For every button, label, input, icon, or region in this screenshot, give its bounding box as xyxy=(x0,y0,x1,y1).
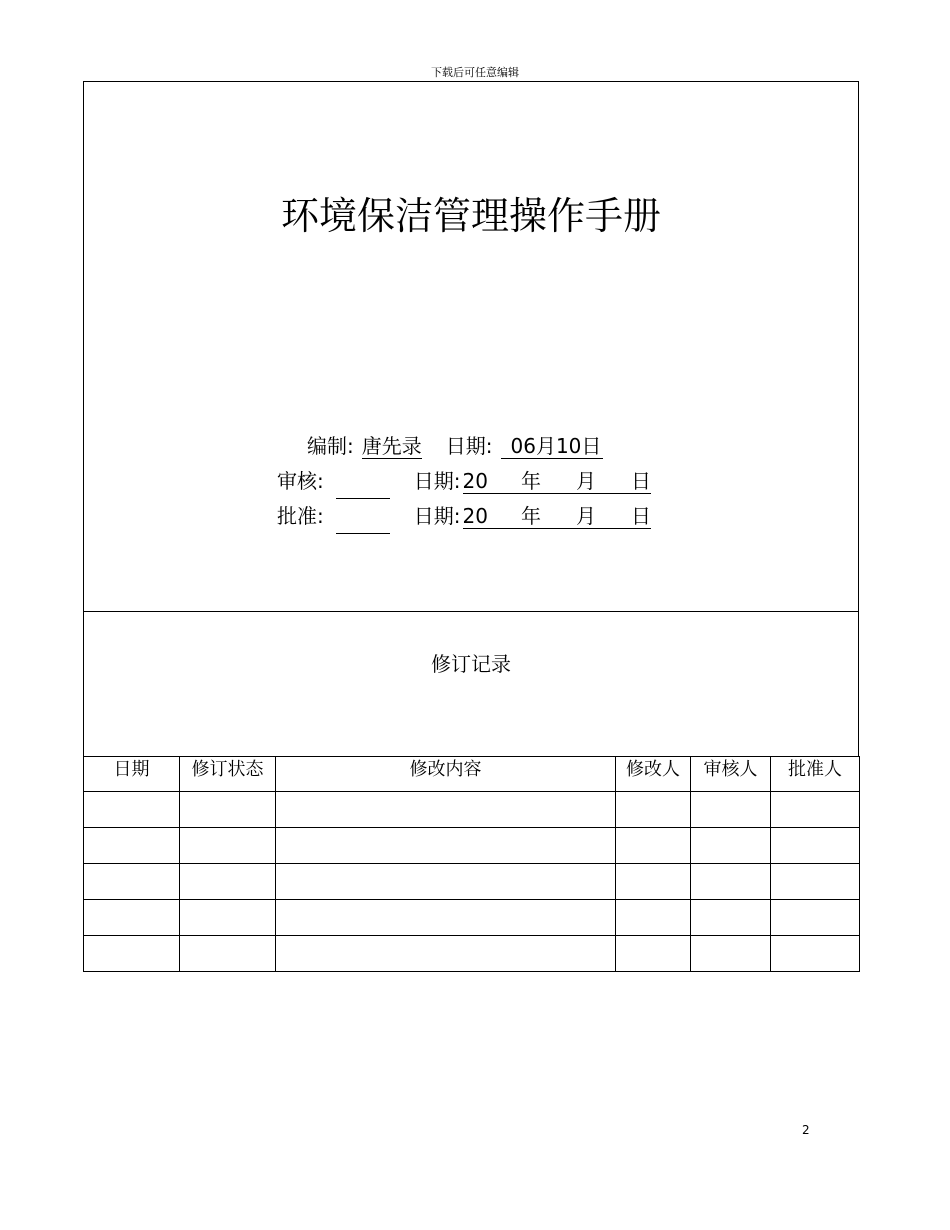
col-header-content: 修改内容 xyxy=(276,757,616,792)
col-header-modifier: 修改人 xyxy=(616,757,691,792)
table-cell xyxy=(180,792,276,828)
table-cell xyxy=(616,936,691,972)
review-signature-blank xyxy=(336,474,390,499)
table-cell xyxy=(616,864,691,900)
approve-date-blank: 20 年 月 日 xyxy=(462,504,651,528)
table-cell xyxy=(276,828,616,864)
table-cell xyxy=(691,864,771,900)
table-cell xyxy=(276,936,616,972)
table-cell xyxy=(84,864,180,900)
col-header-status: 修订状态 xyxy=(180,757,276,792)
table-cell xyxy=(691,900,771,936)
col-header-date: 日期 xyxy=(84,757,180,792)
cover-section xyxy=(83,81,859,612)
approve-row xyxy=(84,499,858,534)
header-note: 下载后可任意编辑 xyxy=(431,66,519,79)
table-cell xyxy=(180,900,276,936)
table-cell xyxy=(771,936,860,972)
compiled-row xyxy=(84,429,858,464)
table-cell xyxy=(771,864,860,900)
col-header-reviewer: 审核人 xyxy=(691,757,771,792)
table-cell xyxy=(771,828,860,864)
compiled-date: 06月10日 xyxy=(501,434,604,459)
compiled-label: 编制: xyxy=(307,434,354,458)
table-cell xyxy=(84,828,180,864)
compiled-name: 唐先录 xyxy=(361,434,422,458)
table-cell xyxy=(180,828,276,864)
review-date-blank: 20 年 月 日 xyxy=(462,469,651,493)
table-cell xyxy=(616,828,691,864)
review-label: 审核: xyxy=(277,469,324,493)
table-row xyxy=(84,864,860,900)
table-cell xyxy=(691,792,771,828)
table-row xyxy=(84,792,860,828)
document-title: 环境保洁管理操作手册 xyxy=(280,194,661,238)
table-cell xyxy=(180,864,276,900)
table-cell xyxy=(616,792,691,828)
page-number: 2 xyxy=(802,1123,810,1137)
col-header-approver: 批准人 xyxy=(771,757,860,792)
table-row xyxy=(84,936,860,972)
review-date-label: 日期: xyxy=(413,469,461,493)
table-cell xyxy=(84,900,180,936)
table-cell xyxy=(276,792,616,828)
review-row xyxy=(84,464,858,499)
revision-table xyxy=(83,756,860,972)
table-cell xyxy=(276,864,616,900)
compiled-date-label: 日期: xyxy=(445,434,493,458)
table-cell xyxy=(616,900,691,936)
table-cell xyxy=(180,936,276,972)
revision-header-row xyxy=(84,757,860,792)
approve-label: 批准: xyxy=(277,504,324,528)
revision-section xyxy=(83,610,859,756)
table-cell xyxy=(84,936,180,972)
table-cell xyxy=(691,828,771,864)
table-cell xyxy=(84,792,180,828)
table-row xyxy=(84,900,860,936)
revision-title: 修订记录 xyxy=(431,652,511,676)
table-cell xyxy=(691,936,771,972)
table-cell xyxy=(771,900,860,936)
approve-signature-blank xyxy=(336,509,390,534)
signature-block xyxy=(84,429,858,534)
table-row xyxy=(84,828,860,864)
table-cell xyxy=(771,792,860,828)
approve-date-label: 日期: xyxy=(413,504,461,528)
table-cell xyxy=(276,900,616,936)
